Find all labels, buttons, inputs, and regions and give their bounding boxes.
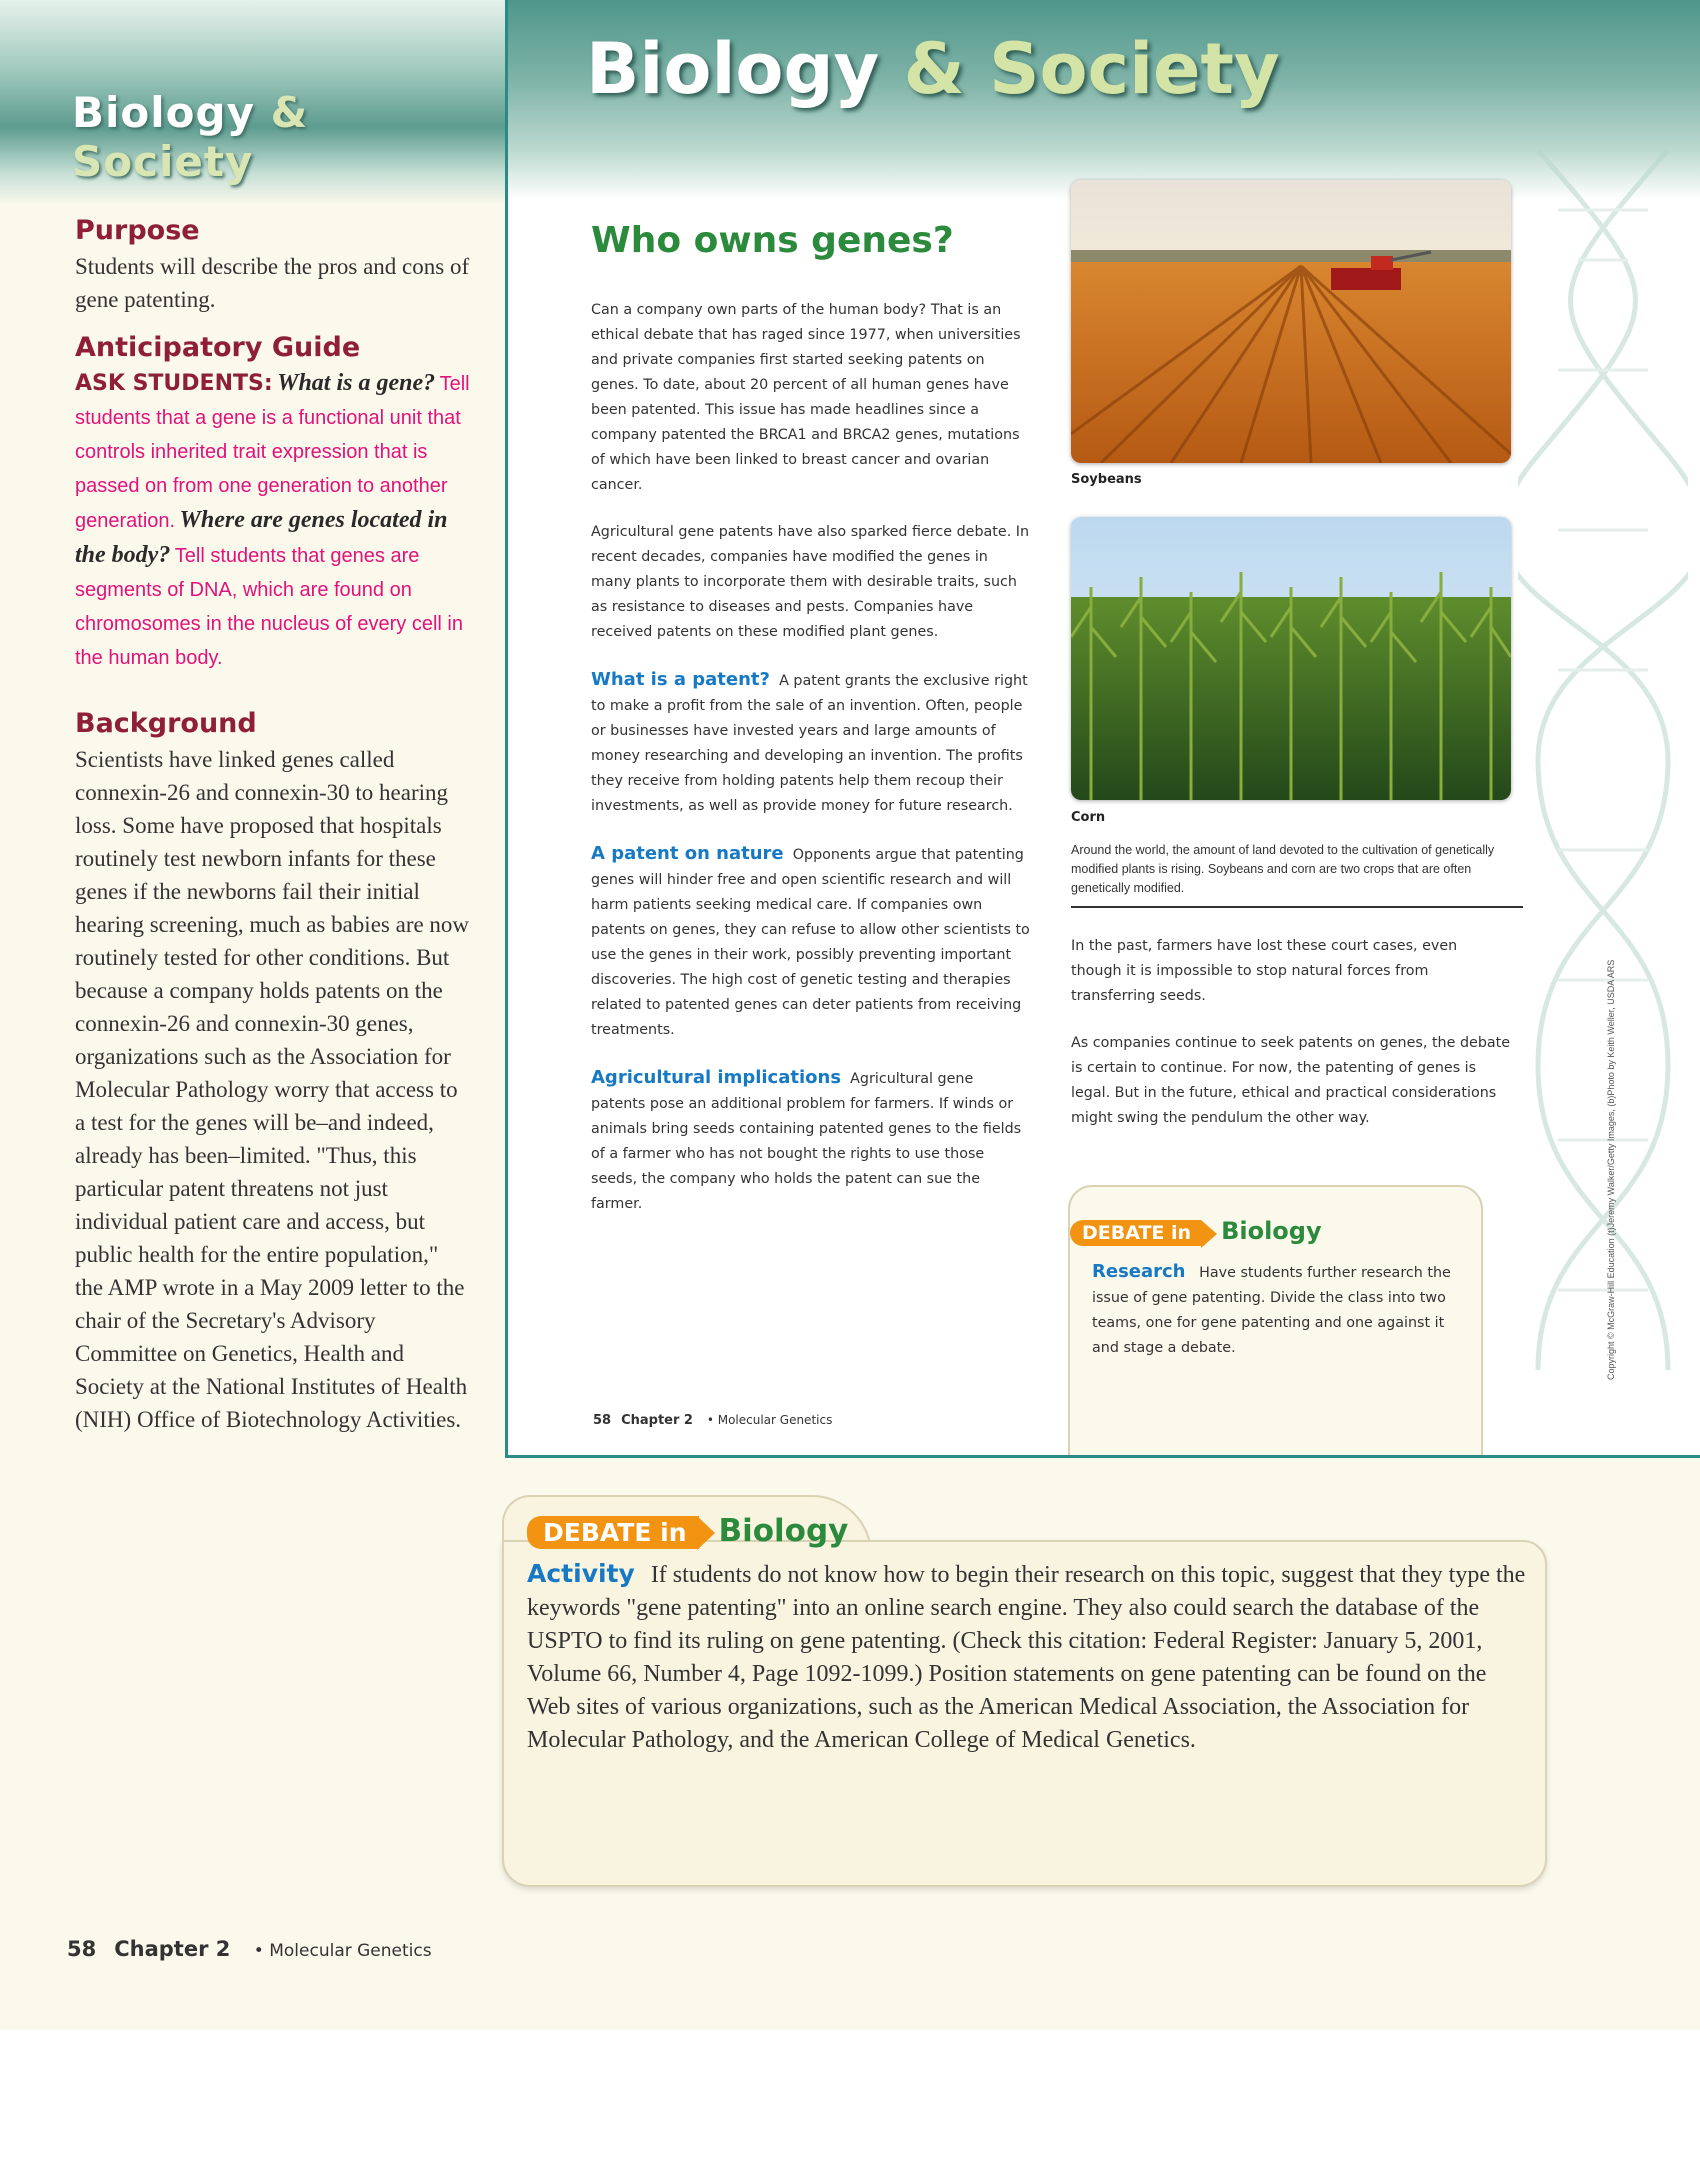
debate-pill: DEBATE in [527, 1516, 699, 1549]
article-paragraph: Agricultural gene patents have also sparked fierce debate. In recent decades, companies have modified the genes in many plants to incorporate them with desirable traits, such as resistance to diseases and pests. Companies have received patents on these modified plant genes. [591, 524, 1030, 640]
question-1: What is a gene? [277, 370, 436, 396]
chapter-label: Chapter 2 [114, 1937, 231, 1961]
patent-section [591, 667, 1031, 819]
soybeans-label: Soybeans [1071, 472, 1142, 487]
footer-title: Molecular Genetics [717, 1413, 833, 1427]
figure-caption: Around the world, the amount of land devoted to the cultivation of genetically modified plants is rising. Soybeans and corn are two crops that are often genetically modified. [1071, 841, 1523, 908]
debate-research-text: Research Have students further research the issue of gene patenting. Divide the class into two teams, one for gene patenting and one against it and stage a debate. [1092, 1261, 1451, 1356]
answer-2: Tell students that genes are segments of DNA, which are found on chromosomes in the nucleus of every cell in the human body. [75, 545, 463, 669]
article-right-column [1071, 934, 1511, 1153]
debate-activity-text: Activity If students do not know how to begin their research on this topic, suggest that they type the keywords "gene patenting" into an online search engine. They also could search the database of the USPTO to find its ruling on gene patenting. (Check this citation: Federal Register: January 5, 2001, Volume 66, Number 4, Page 1092-1099.) Position statements on gene patenting can be found on the Web sites of various organizations, such as the American Medical Association, the Association for Molecular Pathology, and the American College of Medical Genetics. [527, 1559, 1526, 1753]
background-heading: Background [75, 708, 257, 739]
corn-label: Corn [1071, 810, 1106, 825]
article-paragraph: In the past, farmers have lost these court cases, even though it is impossible to stop natural forces from transferring seeds. [1071, 938, 1458, 1004]
question-2: Where are genes located in the body? [75, 507, 448, 568]
nature-text: Opponents argue that patenting genes will hinder free and open scientific research and will harm patients seeking medical care. If companies own patents on genes, they can refuse to allow other scientists to use the genes in their work, possibly preventing important discoveries. The high cost of genetic testing and therapies related to patented genes can deter patients from receiving treatments. [591, 847, 1030, 1038]
student-edition-page [505, 0, 1700, 1458]
research-label: Research [1092, 1261, 1186, 1282]
debate-research-box [1068, 1185, 1483, 1457]
article-title: Who owns genes? [591, 220, 954, 261]
purpose-heading: Purpose [75, 215, 200, 246]
nature-subhead: A patent on nature [591, 843, 784, 864]
article-main-column [591, 298, 1031, 1239]
patent-subhead: What is a patent? [591, 669, 770, 690]
nature-section [591, 841, 1031, 1043]
debate-pill: DEBATE in [1070, 1220, 1201, 1246]
answer-1: Tell students that a gene is a functional unit that controls inherited trait expression that is passed on from one generation to another generation. [75, 373, 470, 532]
debate-biology-word: Biology [1221, 1217, 1322, 1245]
agri-subhead: Agricultural implications [591, 1067, 842, 1088]
chapter-title: Molecular Genetics [269, 1941, 432, 1961]
debate-header [1070, 1217, 1322, 1246]
anticipatory-heading: Anticipatory Guide [75, 332, 361, 363]
debate-activity-box [502, 1495, 1547, 1887]
debate-biology-word: Biology [718, 1513, 849, 1549]
background-text: Scientists have linked genes called connexin-26 and connexin-30 to hearing loss. Some have proposed that hospitals routinely test newborn infants for these genes if the newborns fail their initial hearing screening, much as babies are now routinely tested for other conditions. But because a company holds patents on the connexin-26 and connexin-30 genes, organizations such as the Association for Molecular Pathology worry that access to a test for the genes will be–and indeed, already has been–limited. "Thus, this particular patent threatens not just individual patient care and access, but public health for the entire population," the AMP wrote in a May 2009 letter to the chair of the Secretary's Advisory Committee on Genetics, Health and Society at the National Institutes of Health (NIH) Office of Biotechnology Activities. [75, 747, 470, 1432]
debate-activity-header [527, 1513, 848, 1549]
corn-field-photo [1071, 517, 1511, 800]
purpose-text: Students will describe the pros and cons of gene patenting. [75, 254, 470, 312]
article-paragraph: As companies continue to seek patents on genes, the debate is certain to continue. For now, the patenting of genes is legal. But in the future, ethical and practical considerations might swing the pendulum the other way. [1071, 1035, 1511, 1126]
student-banner-title: Biology & Society [586, 28, 1280, 110]
activity-label: Activity [527, 1559, 635, 1588]
student-page-footer: 58 Chapter 2 • Molecular Genetics [593, 1413, 833, 1428]
footer-page-number: 58 [593, 1413, 612, 1428]
left-banner [0, 0, 505, 205]
soybean-field-photo [1071, 180, 1511, 463]
page-footer: 58 Chapter 2 • Molecular Genetics [67, 1937, 432, 1961]
article-paragraph: Can a company own parts of the human body? That is an ethical debate that has raged since 1977, when universities and private companies first started seeking patents on genes. To date, about 20 percent of all human genes have been patented. This issue has made headlines since a company patented the BRCA1 and BRCA2 genes, mutations of which have been linked to breast cancer and ovarian cancer. [591, 302, 1021, 493]
teacher-sidebar [75, 215, 470, 1436]
dna-helix-decoration [1518, 150, 1688, 1370]
agri-text: Agricultural gene patents pose an additional problem for farmers. If winds or animals bring seeds containing patented genes to the fields of a farmer who has not bought the rights to use those seeds, the company who holds the patent can sue the farmer. [591, 1071, 1022, 1212]
anticipatory-guide [75, 367, 470, 676]
patent-text: A patent grants the exclusive right to make a profit from the sale of an invention. Often, people or businesses have invested years and large amounts of money researching and developing an invention. The profits they receive from holding patents help them recoup their investments, as well as provide money for future research. [591, 673, 1028, 814]
ask-students-label: ASK STUDENTS: [75, 371, 273, 396]
agri-section [591, 1065, 1031, 1217]
left-banner-title: Biology & Society [72, 88, 309, 186]
footer-chapter: Chapter 2 [621, 1413, 693, 1428]
copyright-credit: Copyright © McGraw-Hill Education (t)Jeremy Walker/Getty Images, (b)Photo by Keith Weller, USDA ARS [1606, 959, 1616, 1380]
page-number: 58 [67, 1937, 97, 1961]
